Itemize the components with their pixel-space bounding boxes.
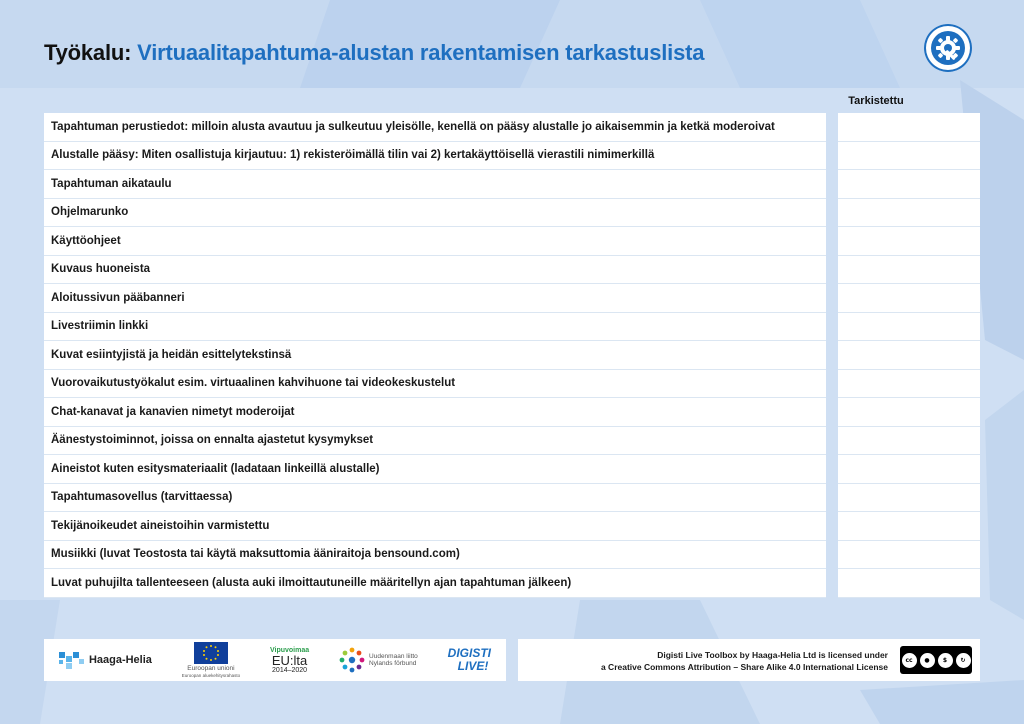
checked-cell[interactable] xyxy=(838,427,980,456)
checked-cell[interactable] xyxy=(838,199,980,228)
cc-license-badge[interactable] xyxy=(900,646,972,674)
license-line-1: Digisti Live Toolbox by Haaga-Helia Ltd is licensed under xyxy=(657,650,888,660)
checked-cell[interactable] xyxy=(838,484,980,513)
checked-cell[interactable] xyxy=(838,284,980,313)
haaga-helia-text: Haaga-Helia xyxy=(88,654,152,666)
eu-subtext: Euroopan aluekehitysrahasto xyxy=(181,673,241,678)
checked-cell[interactable] xyxy=(838,256,980,285)
vipuvoimaa-years: 2014–2020 xyxy=(272,666,308,674)
page-title xyxy=(44,40,704,66)
checklist-item-label: Tapahtuman perustiedot: milloin alusta avautuu ja sulkeutuu yleisölle, kenellä on pääsy alustalle jo aikaisemmin ja ketkä moderoivat xyxy=(44,113,826,142)
checklist-row xyxy=(44,313,980,342)
checked-cell[interactable] xyxy=(838,341,980,370)
checked-cell[interactable] xyxy=(838,569,980,598)
eulta-text: EU:lta xyxy=(271,652,308,668)
digisti-text: DIGISTI xyxy=(447,646,492,660)
checked-cell[interactable] xyxy=(838,512,980,541)
checked-cell[interactable] xyxy=(838,370,980,399)
gear-wrench-icon xyxy=(924,24,972,72)
license-line-2: a Creative Commons Attribution – Share Alike 4.0 International License xyxy=(600,662,888,672)
checklist-table xyxy=(44,113,980,598)
eu-logo xyxy=(182,642,240,678)
uudenmaan-liitto-logo xyxy=(339,647,418,673)
cc-icon: cc xyxy=(902,653,917,668)
checklist-row xyxy=(44,455,980,484)
eu-text: Euroopan unioni xyxy=(187,665,235,672)
vipuvoimaa-text: Vipuvoimaa xyxy=(269,646,310,654)
nc-icon: $ xyxy=(938,653,953,668)
checked-cell[interactable] xyxy=(838,541,980,570)
checklist-row xyxy=(44,512,980,541)
by-icon: ● xyxy=(920,653,935,668)
checked-cell[interactable] xyxy=(838,398,980,427)
checklist-row xyxy=(44,170,980,199)
checklist-item-label: Chat-kanavat ja kanavien nimetyt moderoijat xyxy=(44,398,826,427)
checklist-row xyxy=(44,569,980,598)
checklist-row xyxy=(44,142,980,171)
checklist-item-label: Kuvat esiintyjistä ja heidän esittelytekstinsä xyxy=(44,341,826,370)
checklist-item-label: Vuorovaikutustyökalut esim. virtuaalinen kahvihuone tai videokeskustelut xyxy=(44,370,826,399)
checked-cell[interactable] xyxy=(838,113,980,142)
vipuvoimaa-logo xyxy=(270,647,309,674)
live-text: LIVE! xyxy=(457,659,489,673)
checklist-item-label: Äänestystoiminnot, joissa on ennalta ajastetut kysymykset xyxy=(44,427,826,456)
checked-cell[interactable] xyxy=(838,170,980,199)
checked-cell[interactable] xyxy=(838,142,980,171)
checklist-row xyxy=(44,341,980,370)
checklist-row xyxy=(44,398,980,427)
checklist-row xyxy=(44,541,980,570)
checklist-item-label: Tapahtuman aikataulu xyxy=(44,170,826,199)
checklist-item-label: Käyttöohjeet xyxy=(44,227,826,256)
checklist-item-label: Aloitussivun pääbanneri xyxy=(44,284,826,313)
checklist-row xyxy=(44,113,980,142)
license-panel xyxy=(518,639,980,681)
checklist-row xyxy=(44,370,980,399)
checklist-row xyxy=(44,256,980,285)
checklist-row xyxy=(44,227,980,256)
uudenmaan-mark-icon xyxy=(339,647,365,673)
checklist-item-label: Musiikki (luvat Teostosta tai käytä maksuttomia ääniraitoja bensound.com) xyxy=(44,541,826,570)
checklist-item-label: Aineistot kuten esitysmateriaalit (ladataan linkeillä alustalle) xyxy=(44,455,826,484)
title-prefix: Työkalu: xyxy=(44,40,132,65)
partner-logos xyxy=(44,639,506,681)
checklist-item-label: Livestriimin linkki xyxy=(44,313,826,342)
checklist-row xyxy=(44,284,980,313)
checked-column-header: Tarkistettu xyxy=(848,95,904,107)
checklist-item-label: Luvat puhujilta tallenteeseen (alusta auki ilmoittautuneille määritellyn ajan tapahtuman jälkeen) xyxy=(44,569,826,598)
sa-icon: ↻ xyxy=(956,653,971,668)
license-text xyxy=(558,649,888,673)
checklist-item-label: Alustalle pääsy: Miten osallistuja kirjautuu: 1) rekisteröimällä tilin vai 2) kertakäyttöisellä vierastili nimimerkillä xyxy=(44,142,826,171)
checklist-item-label: Tekijänoikeudet aineistoihin varmistettu xyxy=(44,512,826,541)
digisti-live-logo xyxy=(448,647,491,673)
title-main: Virtuaalitapahtuma-alustan rakentamisen tarkastuslista xyxy=(137,40,705,65)
checked-cell[interactable] xyxy=(838,227,980,256)
checklist-row xyxy=(44,427,980,456)
checklist-item-label: Kuvaus huoneista xyxy=(44,256,826,285)
checklist-row xyxy=(44,484,980,513)
nylands-text: Nylands förbund xyxy=(369,660,417,667)
checked-cell[interactable] xyxy=(838,455,980,484)
eu-flag-icon xyxy=(194,642,228,664)
checked-cell[interactable] xyxy=(838,313,980,342)
checklist-item-label: Tapahtumasovellus (tarvittaessa) xyxy=(44,484,826,513)
haaga-helia-mark-icon xyxy=(59,650,85,670)
uudenmaan-text: Uudenmaan liitto xyxy=(369,653,418,660)
checklist-item-label: Ohjelmarunko xyxy=(44,199,826,228)
checklist-row xyxy=(44,199,980,228)
haaga-helia-logo xyxy=(59,650,152,670)
